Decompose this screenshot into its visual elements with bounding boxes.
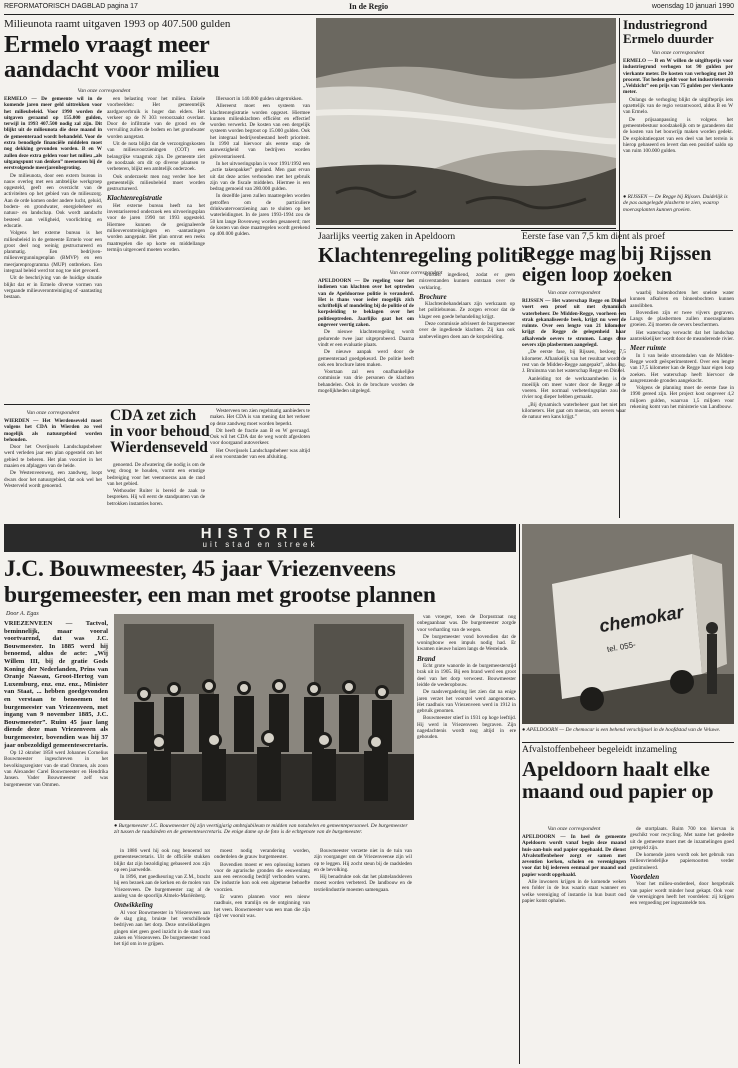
bouwmeester-paragraph: Bouwmeester stierf in 1931 op hoge leeftijd. Hij werd in Vriezenveen begraven. Zijn nagedachtenis wordt nog altijd in ere gehouden. [417,715,516,741]
milieu-byline: Van onze correspondent [77,88,131,94]
apeldoorn-column-1 [318,278,414,518]
rijssen-paragraph: waarbij buitenbochten het snelste water kunnen afkalven en binnenbochten kunnen aanslibben. [630,290,734,309]
milieu-subhead: Klachtenregistratie [107,194,163,203]
bouwmeester-column-3 [214,848,310,1064]
bouwmeester-column-4 [314,848,412,1064]
cda-paragraph: Westerveen ten zien regelmatig aanbieders te maken. Het CDA is van mening dat het verkeer op deze zandweg moet worden beperkt. [210,408,310,427]
rijssen-lead: RIJSSEN — Het waterschap Regge en Dinkel voert een proef uit met dynamisch waterbeheer. De Midden-Regge, voorheen een strak gekanaliseerde beek, krijgt nu weer de ruimte. Over een lengte van 21 kilometer krijgt de Regge de gelegenheid haar afkalvende oevers te stromen. Langs deze oevers zijn plasbermen aangelegd. [522,298,626,349]
divider [521,230,733,231]
industrie-lead: ERMELO — B en W willen de uitgifteprijs voor industriegrond verhogen tot 90 gulden per vierkante meter. De kosten van verhoging met 20 procent. Tot heden geldt voor het industrieterrein „Veldzicht” een prijs van 75 gulden per vierkante meter. [623,58,733,96]
afval-column-2 [630,826,734,1064]
bouwmeester-author: Door A. Egas [6,611,39,617]
bouwmeester-paragraph: Hij benadrukte ook dat het plattelandsleven moest worden verbeterd. De landbouw en de textielindustrie moesten samengaan. [314,874,412,893]
regge-river-photo [316,18,616,225]
bouwmeester-paragraph: In 1896, met goedkeuring van Z.M., bracht hij een bezoek aan de kerken en de molen van Vriezenveen. De burgemeester zag al de aanleg van de spoorlijn Almelo-Mariënberg. [114,874,210,900]
milieu-column-1 [4,96,102,398]
section-title: In de Regio [349,2,389,11]
historie-subtitle: uit stad en streek [202,540,318,549]
milieu-paragraph: Ook onderzoekt men nog verder hoe het gemeentelijk milieubeleid moet worden gestructureerd. [107,173,205,193]
apeldoorn-paragraph: De nieuwe klachtenregeling wordt gedurende twee jaar uitgeprobeerd. Daarna vindt er een evaluatie plaats. [318,329,414,348]
bouwmeester-paragraph: van vroeger, toen de Dorpsstraat nog onbegaanbaar was. De burgemeester zorgde voor verharding van de wegen. [417,614,516,633]
cda-byline: Van onze correspondent [26,410,80,416]
truck-scene [522,524,734,724]
afval-byline: Van onze correspondent [547,826,601,832]
industrie-paragraph: Onlangs de verhoging blijkt de uitgifteprijs iets opzettelijk van de regio verantwoord, aldus B en W van Ermelo. [623,96,733,116]
group-photo [114,614,414,820]
bouwmeester-paragraph: in 1886 werd hij ook nog benoemd tot gemeentesecretaris. Uit de officiële stukken blijkt dat zijn bezoldiging gebaseerd zou zijn op een jaarwedde. [114,848,210,873]
cda-paragraph: genoemd. De afwatering die nodig is om de weg droog te houden, vormt een ernstige bedreiging voor het veenmoeras aan de rand van het gebied. [107,462,205,487]
bouwmeester-subhead: Brand [417,654,436,663]
bouwmeester-paragraph: Echt grote wanorde in de burgemeesterstijd brak uit in 1905. Bij een brand werd een groot deel van het dorp verwoest. Bouwmeester leidde de wederopbouw. [417,663,516,688]
apeldoorn-paragraph: Klachtenbehandelaars zijn werkzaam op het politiebureau. Ze zorgen ervoor dat de klager een goede behandeling krijgt. [419,301,515,320]
bouwmeester-photo-caption: ● Burgemeester J.C. Bouwmeester bij zijn veertigjarig ambtsjubileum te midden van notabelen en gemeentepersoneel. De burgemeester zit tussen de raadsleden en de gemeentesecretaris. De enige dame op de foto is de echtgenote van de burgemeester. [114,823,408,836]
rijssen-paragraph: In 1 van beide stroomdalen van de Midden-Regge wordt geëxperimenteerd. Over een lengte van 17,5 kilometer kan de Regge haar eigen loop zoeken. Het waterschap heeft hiervoor de aangrenzende gronden aangekocht. [630,352,734,384]
issue-date: woensdag 10 januari 1990 [651,3,734,10]
apeldoorn-paragraph: De nieuwe aanpak werd door de gemeenteraad goedgekeurd. De politie heeft ook een brochure laten maken. [318,349,414,368]
divider [4,404,310,405]
afval-lead: APELDOORN — In heel de gemeente Apeldoorn wordt vanaf begin deze maand huis-aan-huis oud papier opgehaald. De dienst Afvalstoffenbeheer zorgt er samen met zeventien kerken, scholen en verenigingen voor dat bij iedereen eenmaal per maand oud papier wordt opgehaald. [522,834,626,878]
truck-phone-text: tel. 055- [606,640,637,654]
rijssen-headline: Regge mag bij Rijssen eigen loop zoeken [522,243,712,286]
cda-paragraph: Het Overijssels Landschapsbeheer was altijd al een voorstander van een afsluiting. [210,447,310,461]
bouwmeester-column-5 [417,614,516,1064]
rijssen-column-1 [522,298,626,520]
apeldoorn-lead: APELDOORN — De regeling voor het indienen van klachten over het optreden van de Apeldoornse politie is veranderd. Het is thans voor ieder mogelijk zich schriftelijk of mondeling bij de politie of de korpsleiding te beklagen over het politieoptreden. Jaarlijks gaat het om ongeveer veertig zaken. [318,278,414,329]
masthead [4,2,734,15]
cda-column-1 [4,418,102,518]
divider [316,228,616,229]
apeldoorn-byline: Van onze correspondent [389,270,443,276]
milieu-column-3 [210,96,310,398]
cda-column-2 [107,462,205,522]
paper-name-page: REFORMATORISCH DAGBLAD pagina 17 [4,3,138,10]
milieu-paragraph: Uit de beschrijving van de huidige situatie blijkt dat er in Ermelo diverse vormen van vergaande milieuverontreiniging of -aantasting bestaan. [4,275,102,301]
rijssen-photo-caption: ● RIJSSEN — De Regge bij Rijssen. Duidelijk is de pas aangelegde plasberm te zien, waarop moerasplanten kunnen groeien. [623,194,728,213]
bouwmeester-headline-2: burgemeester, een man met grootse plannen [4,582,436,608]
industrie-headline: Industriegrond Ermelo duurder [623,17,714,46]
bouwmeester-paragraph: Er waren plannen voor een nieuw raadhuis, een tramlijn en de ontginning van het veen. Bouwmeester was een man die zijn tijd ver vooruit was. [214,894,310,919]
historie-title: HISTORIE [200,525,320,542]
apeldoorn-column-2 [419,272,515,518]
milieu-paragraph: Uit de nota blijkt dat de verzorgingskosten van milieuvoorzieningen (COT) een belangrijke vraagstuk zijn. De gemeente ziet de noodzaak om dit op diverse plaatsen te verbeteren, blijkt een ambtelijk onderzoek. [107,141,205,173]
rijssen-paragraph: „De eerste fase, bij Rijssen, besloeg 7,5 kilometer. Afhankelijk van het resultaat wordt de rest van de Midden-Regge aangepakt”, aldus ing. J. Bruinsma van het waterschap Regge en Dinkel. [522,349,626,375]
bouwmeester-paragraph: Al voor Bouwmeester in Vriezenveen aan de slag ging, bruiste het verschillende bedrijven aan het dorp. Deze ontwikkelingen gingen niet geen goed inzicht in de stand van zaken en Vriezenveen. De burgemeester vond het tijd om in te grijpen. [114,909,210,948]
rijssen-paragraph: Het waterschap verwacht dat het landschap aantrekkelijker wordt door de meanderende rivier. [630,329,734,343]
rijssen-subhead: Meer ruimte [630,344,666,353]
rijssen-paragraph: Bovendien zijn er twee vijvers gegraven. Langs de plasbermen zullen moerasplanten groeien. Zij moeten de oevers beschermen. [630,309,734,329]
milieu-paragraph: Het externe bureau heeft na het inventariserend onderzoek een uitvoeringsplan voor de jaren 1990 tot 1993 opgesteld. Hiermee kunnen de gesignaleerde milieuverontreinigingen en -aantastingen worden aangepakt. Het plan omvat een reeks maatregelen die op korte en middellange termijn uitgevoerd moeten worden. [107,202,205,253]
afval-column-1 [522,834,626,1064]
rijssen-column-2 [630,290,734,520]
truck-brand-text: chemokar [597,601,686,637]
rijssen-byline: Van onze correspondent [547,290,601,296]
apeldoorn-subhead: Brochure [419,292,447,301]
industrie-column [623,58,733,190]
cda-paragraph: Dit heeft de fractie aan B en W gevraagd. Ook wil het CDA dat de weg wordt afgesloten voor doorgaand autoverkeer. [210,427,310,447]
divider [522,742,734,743]
apeldoorn-paragraph: Deze commissie adviseert de burgemeester over de ingediende klachten. Zij kan ook aanbevelingen doen aan de korpsleiding. [419,321,515,340]
group-photo-scene [114,614,414,820]
river-scene [316,18,616,225]
cda-paragraph: De Westenveenweg, een zandweg, loopt dwars door het natuurgebied, dat ook wel het Westerveld wordt genoemd. [4,470,102,489]
milieu-paragraph: Allereerst moet een systeem van klachtenregistratie worden opgezet. Hiermee kunnen milieuklachten efficiënt en effectief worden verwerkt. De kosten van een dergelijk systeem worden begroot op 15.000 gulden. Ook het integraal bedrijvenbestand heeft prioriteit. In 1990 zal hiervoor als eerste stap de aanwezigheid van bedrijven worden geïnventariseerd. [210,103,310,160]
bouwmeester-paragraph: Bouwmeester verzette niet in de tuin van zijn voorganger om de Vriezenveense zijn wil op te leggen. Hij zocht steun bij de raadsleden en de bevolking. [314,848,412,873]
historie-banner [4,524,516,552]
bouwmeester-headline-1: J.C. Bouwmeester, 45 jaar Vriezenveens [4,556,396,582]
afval-paragraph: Alle inwoners krijgen in de komende weken een folder in de bus waarin staat wanneer en welke vereniging of instantie in hun buurt oud papier komt ophalen. [522,879,626,904]
rijssen-kicker: Eerste fase van 7,5 km dient als proef [522,232,665,242]
afval-headline: Apeldoorn haalt elke maand oud papier op [522,757,714,803]
cda-lead: WIERDEN — Het Wierdenseveld moet volgens het CDA in Wierden zo veel mogelijk als natuurgebied worden behouden. [4,418,102,443]
milieu-paragraph: een belasting voor het milieu. Enkele voorbeelden: Het gemeentelijk aardgasverbruik is hoger dan elders. Het verkeer op de N 303 veroorzaakt overlast. Door de infiltratie van de grond en de vervuiling zullen de bodem en het grondwater worden aangetast. [107,96,205,140]
apeldoorn-paragraph: worden ingediend, zodat er geen misverstanden kunnen ontstaan over de verklaring. [419,272,515,291]
milieu-lead: ERMELO — De gemeente wil in de komende jaren meer geld uittrekken voor het milieubeleid. Voor 1990 worden de uitgaven geraamd op 155.000 gulden, terwijl in 1993 407.500 nodig zal zijn. Dit blijkt uit de milieunota die deze maand in de gemeenteraad wordt behandeld. Voor de extra benodigde financiële middelen moet nog dekking gevonden worden. B en W zullen deze extra gelden voor het milieu „als uitgangspunt van denken” meenemen bij de eerstvolgende meerjarenbegroting. [4,96,102,172]
milieu-paragraph: In het uitvoeringsplan is voor 1991/1992 een „actie takenpakket” gepland. Men gaat ervan uit dat deze acties verbonden met het gebruik zijn van de fiscale middelen. Hiermee is een bedrag gemoeid van 280.000 gulden. [210,160,310,193]
afval-kicker: Afvalstoffenbeheer begeleidt inzameling [522,745,677,755]
apeldoorn-paragraph: Voortaan zal een onafhankelijke commissie van drie personen de klachten behandelen. Ook in de brochure worden de mogelijkheden uitgelegd. [318,369,414,395]
rijssen-paragraph: Aanleiding tot de werkzaamheden is de moeilijk om meer water door de Regge af te voeren. Het normaal verbeteringsplan zou de rivier nog dieper hebben gemaakt. [522,375,626,401]
truck-photo-caption: ● APELDOORN — De chemocar is een behend verschijnsel in de hoofdstad van de Veluwe. [522,727,721,733]
bouwmeester-paragraph: moest nodig verandering worden, onderdelen de grauw burgemeester. [214,848,310,861]
bouwmeester-subhead: Ontwikkeling [114,901,153,910]
afval-paragraph: Voor het milieu-onderdeel, door hergebruik van papier wordt minder hout gekapt. Ook voor de verenigingen heeft het voordelen: zij krijgen een vergoeding per ingezamelde ton. [630,881,734,907]
cda-paragraph: Door het Overijssels Landschapsbeheer werd verleden jaar een plan opgesteld om het gebied te beheren. Het plan voorziet in het maaien en afplaggen van de heide. [4,444,102,470]
milieu-kicker: Milieunota raamt uitgaven 1993 op 407.500 gulden [4,18,231,30]
afval-paragraph: de stortplaats. Ruim 700 ton hiervan is geschikt voor recycling. Met name het gedeelte uit de gemeente moet met de inzamelingen goed geregeld zijn. [630,826,734,851]
industrie-byline: Van onze correspondent [651,50,705,56]
apeldoorn-kicker: Jaarlijks veertig zaken in Apeldoorn [318,232,456,242]
column-rule [519,524,520,1064]
milieu-paragraph: De milieunota, door een extern bureau in nauw overleg met een ambtelijke werkgroep opgesteld, geeft een overzicht van de activiteiten op het gebied van de milieuzorg. Aan de orde komen onder andere lucht, geluid, bodem- en grondwater, energiebeheer en natuur- en landschap. Ook wordt aandacht besteed aan veiligheid, voorlichting en educatie. [4,172,102,229]
rijssen-paragraph: Volgens de planning moet de eerste fase in 1990 gereed zijn. Het project kost ongeveer 4,2 miljoen gulden, waarvan 1,5 miljoen voor rekening komt van het ministerie van Landbouw. [630,385,734,411]
bouwmeester-lead: VRIEZENVEEN — Tactvol, beminnelijk, maar vooral voortvarend, dat was J.C. Bouwmeester. In 1885 werd hij benoemd, aldus de acte: „Wij Willem III, bij de gratie Gods Koning der Nederlanden, Prins van Oranje Nassau, Groot-Hertog van Luxemburg, enz. enz. enz., Minister van Staat, ... hebben goedgevonden en verstaan te benoemen tot burgemeester van Vriezenveen, met ingang van 9 november 1885, J.C. Bouwmeester”. Ruim 45 jaar lang diende deze man Vriezenveen als burgemeester, bovendien was hij 37 jaar onbezoldigd gemeentesecretaris. [4,620,108,749]
bouwmeester-column-2 [114,848,210,1064]
chemocar-truck-photo [522,524,734,724]
bouwmeester-paragraph: Bovendien moest er een oplossing komen voor de agrarische gronden die eeuwenlang aan een eenvoudig bedrijf verbonden waren. De industrie kon ook een algemene behoefte voorzien. [214,861,310,893]
bouwmeester-paragraph: De raadsvergadering liet zien dat na enige jaren verzet het voorstel werd aangenomen. Het raadhuis van Vriezenveen werd in 1912 in gebruik genomen. [417,689,516,715]
bouwmeester-paragraph: De burgemeester vond bovendien dat de woningbouw een impuls nodig had. Er kwamen nieuwe huizen langs de Westeinde. [417,633,516,653]
industrie-paragraph: De prijsaanpassing is volgens het gemeentebestuur noodzakelijk om te garanderen dat de kosten van het bouwrijp maken worden gedekt. De exploitatieopzet van een deel van het terrein is hierop gebaseerd en levert dan een positief saldo op van ruim 100.000 gulden. [623,116,733,155]
bouwmeester-paragraph: Op 12 oktober 1858 werd Johannes Cornelius Bouwmeester ingeschreven in het bevolkingsregister van de stad Ommen, als zoon van Alexander Carel Bouwmeester en Hendrika Jansen. Vader Bouwmeester zelf was burgemeester van Ommen. [4,750,108,788]
bouwmeester-column-1 [4,620,108,1064]
afval-subhead: Voordelen [630,873,660,882]
cda-paragraph: Wethouder Ruiter is bereid de zaak te bespreken. Hij wil eerst de standpunten van de betrokken instanties horen. [107,488,205,507]
milieu-column-2 [107,96,205,398]
milieu-paragraph: Illersoort in 140.000 gulden uitgetrokken. [216,96,303,102]
milieu-headline: Ermelo vraagt meer aandacht voor milieu [4,31,220,83]
milieu-paragraph: In dezelfde jaren zullen maatregelen worden getroffen om de particuliere drinkwatervoorziening aan te sluiten op het waterleidingnet. In de jaren 1993-1994 zou de 50 km lange Bovenweg worden gesaneerd; met de kosten van deze maatregelen wordt gerekend op 400.000 gulden. [210,193,310,238]
cda-headline: CDA zet zich in voor behoud Wierdenseveld [110,407,210,456]
cda-column-3 [210,408,310,520]
milieu-paragraph: Volgens het externe bureau is het milieubeleid in de gemeente Ermelo voor een groot deel nog weinig gestructureerd en planmatig. Een bedrijven-milieuvergunningenplan (BMVP) en een meerjarenprogramma (MUP) ontbreken. Een integraal beleid werd tot nog toe niet gevoerd. [4,230,102,275]
apeldoorn-headline: Klachtenregeling politie [318,243,533,267]
rijssen-paragraph: „Bij dynamisch waterbeheer gaat het niet om kilometers. Het gaat om moeras, om oevers waar de natuur een kans krijgt.” [522,401,626,421]
afval-paragraph: De komende jaren wordt ook het gebruik van milieuvriendelijke papiersoorten verder gestimuleerd. [630,852,734,871]
